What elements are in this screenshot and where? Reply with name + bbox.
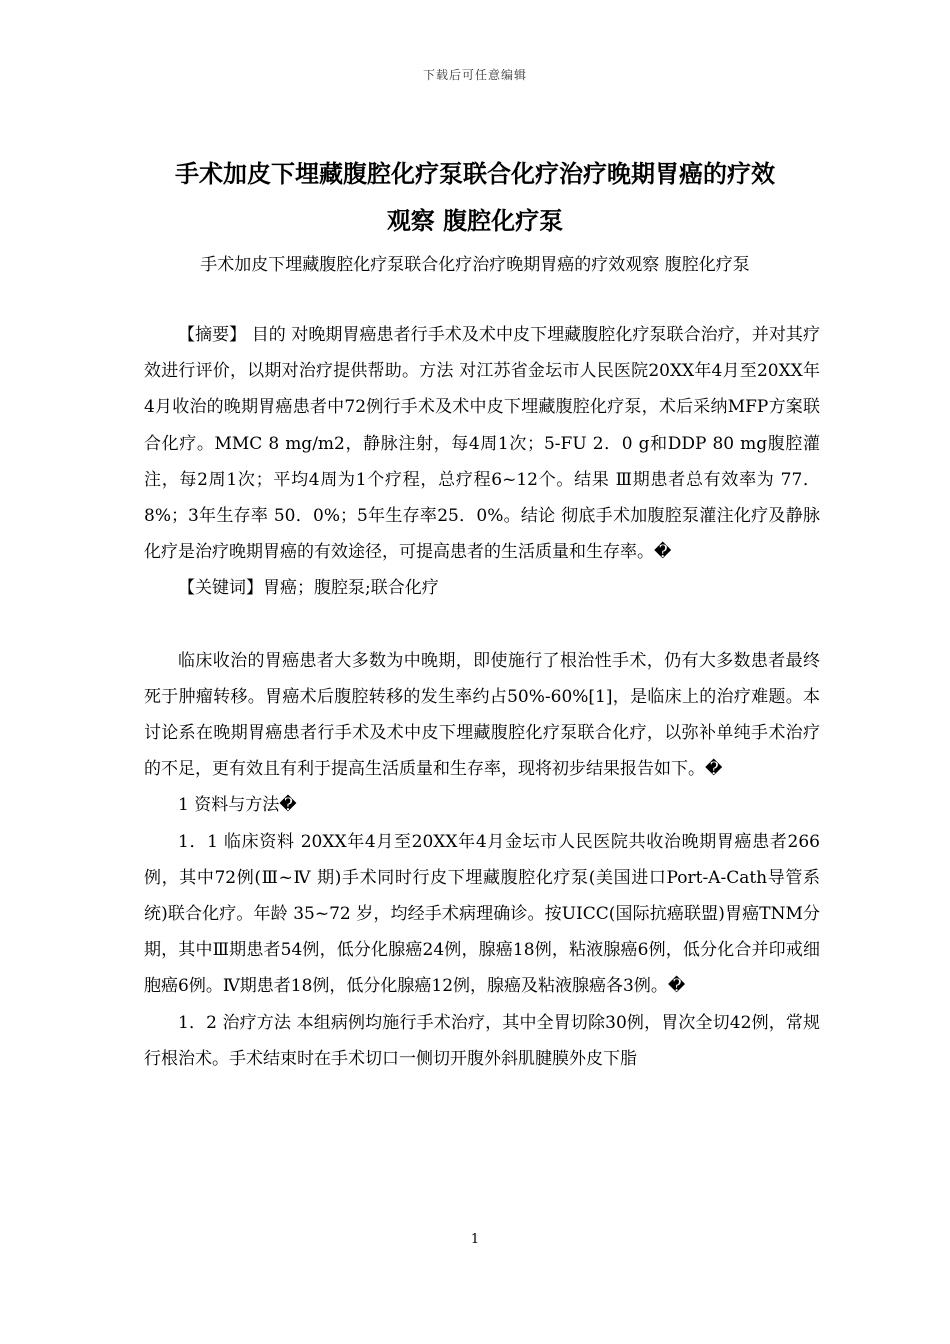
document-subtitle: 手术加皮下埋藏腹腔化疗泵联合化疗治疗晚期胃癌的疗效观察 腹腔化疗泵	[200, 255, 750, 275]
document-title-line-2: 观察 腹腔化疗泵	[386, 207, 564, 235]
page-header: 下载后可任意编辑	[422, 68, 527, 82]
intro-paragraph: 临床收治的胃癌患者大多数为中晚期，即使施行了根治性手术，仍有大多数患者最终死于肿瘤转移。胃癌术后腹腔转移的发生率约占50%-60%[1]，是临床上的治疗难题。本讨论系在晚期胃癌患者行手术及术中皮下埋藏腹腔化疗泵联合化疗，以弥补单纯手术治疗的不足，更有效且有利于提高生活质量和生存率，现将初步结果报告如下。�	[144, 650, 820, 780]
document-title-line-1: 手术加皮下埋藏腹腔化疗泵联合化疗治疗晚期胃癌的疗效	[175, 160, 775, 188]
keywords-paragraph: 【关键词】胃癌；腹腔泵;联合化疗	[178, 578, 439, 599]
abstract-paragraph: 【摘要】 目的 对晚期胃癌患者行手术及术中皮下埋藏腹腔化疗泵联合治疗，并对其疗效进行评价，以期对治疗提供帮助。方法 对江苏省金坛市人民医院20XX年4月至20XX年4月收治的晚期胃癌患者中72例行手术及术中皮下埋藏腹腔化疗泵，术后采纳MFP方案联合化疗。MMC 8 mg/m2，静脉注射，每4周1次；5-FU 2．0 g和DDP 80 mg腹腔灌注，每2周1次；平均4周为1个疗程，总疗程6~12个。结果 Ⅲ期患者总有效率为 77．8%；3年生存率 50．0%；5年生存率25．0%。结论 彻底手术加腹腔泵灌注化疗及静脉化疗是治疗晚期胃癌的有效途径，可提高患者的生活质量和生存率。�	[144, 325, 820, 563]
document-body	[144, 317, 820, 1077]
section-1-1-paragraph: 1．1 临床资料 20XX年4月至20XX年4月金坛市人民医院共收治晚期胃癌患者266例，其中72例(Ⅲ~Ⅳ 期)手术同时行皮下埋藏腹腔化疗泵(美国进口Port-A-Cath导管系统)联合化疗。年龄 35~72 岁，均经手术病理确诊。按UICC(国际抗癌联盟)胃癌TNM分期，其中Ⅲ期患者54例，低分化腺癌24例，腺癌18例，粘液腺癌6例，低分化合并印戒细胞癌6例。Ⅳ期患者18例，低分化腺癌12例，腺癌及粘液腺癌各3例。�	[144, 831, 820, 997]
section-heading-1: 1 资料与方法�	[178, 795, 297, 816]
page-number: 1	[470, 1232, 480, 1247]
section-1-2-paragraph: 1．2 治疗方法 本组病例均施行手术治疗，其中全胃切除30例，胃次全切42例，常规行根治术。手术结束时在手术切口一侧切开腹外斜肌腱膜外皮下脂	[144, 1012, 820, 1069]
